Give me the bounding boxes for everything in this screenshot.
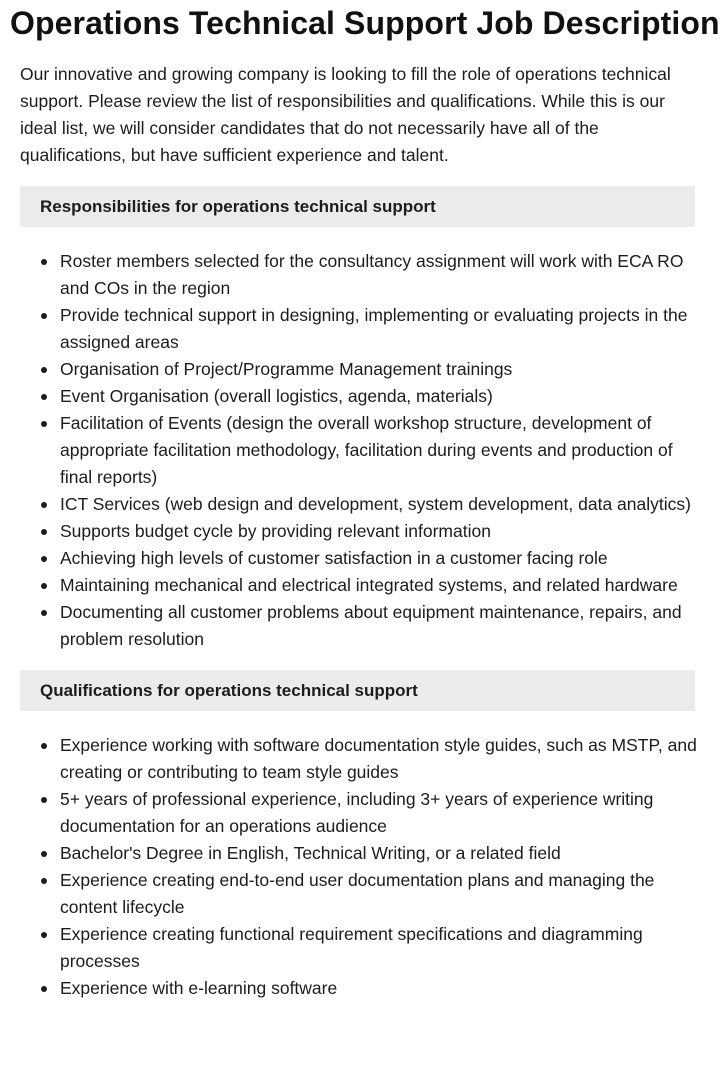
list-item: Experience with e-learning software xyxy=(20,975,700,1002)
list-item: ICT Services (web design and development, system development, data analytics) xyxy=(20,491,700,518)
page-title: Operations Technical Support Job Description xyxy=(10,5,720,41)
list-item: Experience creating end-to-end user documentation plans and managing the content lifecycle xyxy=(20,867,700,921)
list-item: 5+ years of professional experience, including 3+ years of experience writing documentation for an operations audience xyxy=(20,786,700,840)
list-item: Facilitation of Events (design the overall workshop structure, development of appropriate facilitation methodology, facilitation during events and production of final reports) xyxy=(20,410,700,491)
list-item: Maintaining mechanical and electrical integrated systems, and related hardware xyxy=(20,572,700,599)
qualifications-header xyxy=(20,670,695,711)
list-item: Roster members selected for the consultancy assignment will work with ECA RO and COs in the region xyxy=(20,248,700,302)
list-item: Experience working with software documentation style guides, such as MSTP, and creating or contributing to team style guides xyxy=(20,732,700,786)
list-item: Supports budget cycle by providing relevant information xyxy=(20,518,700,545)
list-item: Organisation of Project/Programme Management trainings xyxy=(20,356,700,383)
list-item: Documenting all customer problems about equipment maintenance, repairs, and problem resolution xyxy=(20,599,700,653)
list-item: Bachelor's Degree in English, Technical Writing, or a related field xyxy=(20,840,700,867)
qualifications-heading: Qualifications for operations technical support xyxy=(40,680,418,700)
qualifications-list xyxy=(20,732,700,1002)
responsibilities-list xyxy=(20,248,700,653)
list-item: Achieving high levels of customer satisfaction in a customer facing role xyxy=(20,545,700,572)
responsibilities-header xyxy=(20,186,695,227)
intro-paragraph: Our innovative and growing company is looking to fill the role of operations technical support. Please review the list of responsibilities and qualifications. While this is our ideal list, we will consider candidates that do not necessarily have all of the qualifications, but have sufficient experience and talent. xyxy=(20,64,671,165)
list-item: Experience creating functional requirement specifications and diagramming processes xyxy=(20,921,700,975)
responsibilities-heading: Responsibilities for operations technical support xyxy=(40,196,436,216)
list-item: Provide technical support in designing, implementing or evaluating projects in the assigned areas xyxy=(20,302,700,356)
list-item: Event Organisation (overall logistics, agenda, materials) xyxy=(20,383,700,410)
